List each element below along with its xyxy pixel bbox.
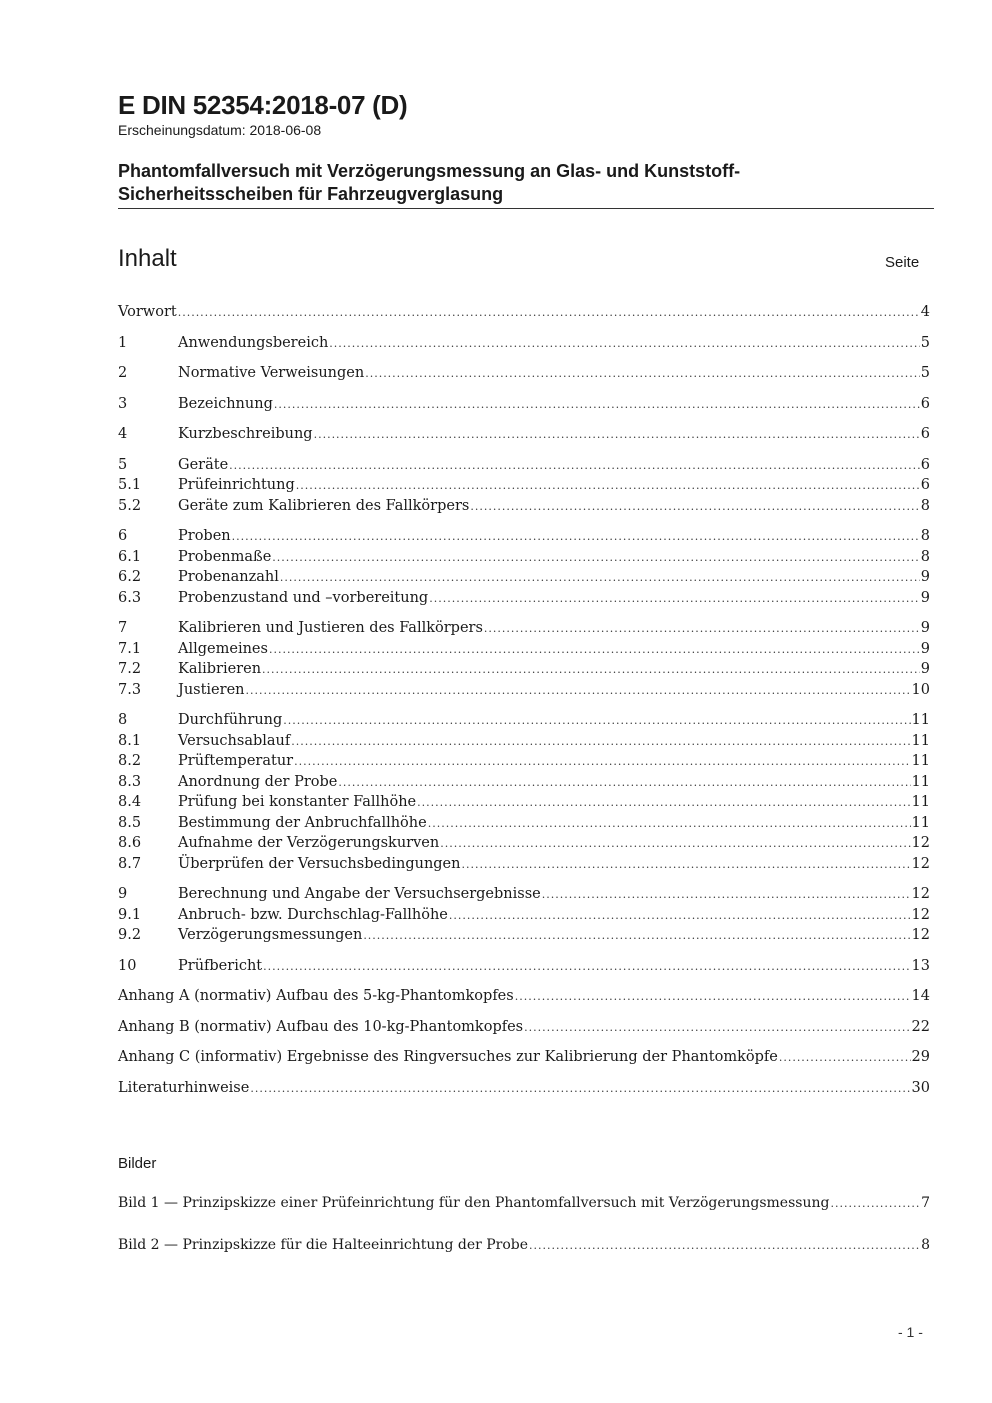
toc-entry-page: 11 [911,773,930,790]
toc-entry[interactable] [118,956,930,977]
toc-entry[interactable] [118,710,930,731]
figure-entry-title: Bild 1 — Prinzipskizze einer Prüfeinrichtung für den Phantomfallversuch mit Verzögerungsmessung [118,1195,830,1211]
toc-dot-leader [470,497,919,518]
toc-entry-number: 8.3 [118,773,142,790]
publication-date: Erscheinungsdatum: 2018-06-08 [118,122,322,138]
toc-entry-number: 8.5 [118,814,142,831]
toc-entry[interactable] [118,424,930,445]
toc-dot-leader [515,987,911,1008]
toc-dot-leader [365,364,920,385]
toc-entry-title: Versuchsablauf [178,732,291,749]
toc-entry-title: Kalibrieren [178,661,262,677]
toc-dot-leader [461,855,910,876]
toc-entry[interactable] [118,986,930,1007]
figures-heading: Bilder [118,1155,157,1172]
toc-dot-leader [269,640,920,661]
toc-dot-leader [178,303,920,324]
toc-entry-number: 8.1 [118,732,142,749]
figure-dot-leader [830,1194,920,1214]
toc-entry-title: Bestimmung der Anbruchfallhöhe [178,814,427,831]
toc-entry-page: 12 [911,886,930,902]
toc-entry[interactable] [118,496,930,517]
toc-entry[interactable] [118,854,930,875]
toc-entry-page: 13 [911,957,930,974]
toc-entry-title: Prüfbericht [178,957,263,974]
toc-entry-page: 6 [920,395,930,412]
toc-entry[interactable] [118,659,930,680]
toc-dot-leader [338,773,910,794]
toc-entry-title: Allgemeines [178,640,268,657]
toc-entry-page: 6 [920,426,930,442]
toc-entry-number: 6.2 [118,569,142,585]
toc-entry[interactable] [118,394,930,415]
toc-entry[interactable] [118,680,930,701]
toc-entry-title: Überprüfen der Versuchsbedingungen [178,855,461,872]
toc-entry-title: Anhang C (informativ) Ergebnisse des Ringversuches zur Kalibrierung der Phantomköpfe [118,1049,778,1065]
toc-entry-page: 9 [920,620,930,636]
toc-entry-number: 10 [118,957,137,974]
toc-entry-page: 30 [911,1079,930,1096]
toc-entry-title: Anbruch- bzw. Durchschlag-Fallhöhe [178,906,448,923]
toc-dot-leader [291,732,910,753]
toc-entry-number: 7 [118,620,128,636]
toc-entry-title: Berechnung und Angabe der Versuchsergebnisse [178,886,541,902]
toc-entry-number: 5.1 [118,477,142,493]
toc-entry-number: 9.1 [118,906,142,923]
toc-entry-page: 6 [920,456,930,473]
toc-dot-leader [274,395,920,416]
toc-dot-leader [272,548,919,569]
toc-entry[interactable] [118,475,930,496]
toc-entry-number: 9 [118,886,128,902]
toc-dot-leader [294,752,910,773]
toc-entry-title: Anwendungsbereich [178,334,329,351]
toc-entry[interactable] [118,333,930,354]
toc-entry[interactable] [118,792,930,813]
toc-entry[interactable] [118,588,930,609]
figure-entry[interactable] [118,1193,930,1213]
toc-entry-number: 7.2 [118,661,142,677]
toc-entry-page: 8 [920,528,930,544]
toc-entry-page: 12 [911,906,930,923]
toc-entry-page: 4 [920,304,930,320]
toc-entry-title: Normative Verweisungen [178,365,365,381]
toc-entry-page: 11 [911,712,930,728]
toc-entry-number: 8.4 [118,794,142,810]
toc-entry[interactable] [118,884,930,905]
toc-entry[interactable] [118,1017,930,1038]
toc-page-column-label: Seite [885,254,920,271]
toc-entry-title: Probenmaße [178,548,272,565]
toc-entry-title: Aufnahme der Verzögerungskurven [178,835,440,851]
toc-dot-leader [280,568,920,589]
toc-entry[interactable] [118,618,930,639]
list-of-figures [118,1193,930,1277]
toc-dot-leader [296,476,920,497]
toc-entry-page: 9 [920,640,930,657]
page-number: - 1 - [898,1324,923,1340]
toc-entry-number: 4 [118,426,128,442]
toc-dot-leader [484,619,920,640]
toc-dot-leader [250,1079,910,1100]
figure-entry-page: 8 [921,1237,930,1253]
toc-entry[interactable] [118,639,930,660]
toc-dot-leader [779,1048,911,1069]
toc-entry-number: 6.1 [118,548,142,565]
document-number: E DIN 52354:2018-07 (D) [118,90,408,120]
toc-entry-title: Prüfeinrichtung [178,477,295,493]
table-of-contents [118,302,930,1098]
toc-entry[interactable] [118,772,930,793]
toc-entry-page: 11 [911,732,930,749]
toc-entry-page: 9 [920,569,930,585]
toc-dot-leader [449,906,911,927]
toc-dot-leader [283,711,910,732]
toc-dot-leader [232,527,920,548]
toc-dot-leader [262,660,920,681]
figure-entry-page: 7 [921,1195,930,1211]
toc-entry[interactable] [118,526,930,547]
toc-dot-leader [229,456,920,477]
toc-dot-leader [417,793,910,814]
toc-entry-title: Proben [178,528,231,544]
toc-entry[interactable] [118,905,930,926]
toc-entry-page: 12 [911,835,930,851]
toc-entry-page: 11 [911,753,930,769]
toc-entry-number: 7.1 [118,640,142,657]
toc-entry-title: Geräte zum Kalibrieren des Fallkörpers [178,497,470,514]
toc-entry-page: 10 [911,681,930,698]
toc-entry[interactable] [118,813,930,834]
toc-entry-number: 8 [118,712,128,728]
toc-entry-page: 8 [920,497,930,514]
toc-dot-leader [440,834,910,855]
toc-dot-leader [524,1018,910,1039]
title-line-2: Sicherheitsscheiben für Fahrzeugverglasung [118,184,504,204]
toc-entry-page: 5 [920,334,930,351]
toc-entry-title: Geräte [178,456,229,473]
toc-entry-number: 2 [118,365,128,381]
toc-entry[interactable] [118,455,930,476]
toc-entry-title: Justieren [178,681,245,698]
toc-entry-page: 5 [920,365,930,381]
toc-entry-page: 29 [911,1049,930,1065]
toc-entry-title: Literaturhinweise [118,1079,250,1096]
toc-entry-page: 8 [920,548,930,565]
toc-entry-title: Durchführung [178,712,283,728]
toc-entry-page: 14 [911,988,930,1004]
toc-entry-number: 1 [118,334,128,351]
title-line-1: Phantomfallversuch mit Verzögerungsmessung an Glas- und Kunststoff- [118,161,741,181]
toc-entry-page: 9 [920,589,930,606]
toc-entry-number: 6 [118,528,128,544]
toc-dot-leader [363,926,910,947]
toc-entry-page: 12 [911,927,930,943]
toc-entry-page: 11 [911,794,930,810]
toc-entry[interactable] [118,833,930,854]
toc-entry-title: Anhang A (normativ) Aufbau des 5-kg-Phantomkopfes [118,988,514,1004]
toc-entry-title: Probenzustand und –vorbereitung [178,589,429,606]
toc-dot-leader [542,885,911,906]
toc-entry-title: Anhang B (normativ) Aufbau des 10-kg-Phantomkopfes [118,1018,524,1035]
toc-entry-number: 8.6 [118,835,142,851]
toc-entry[interactable] [118,731,930,752]
figure-entry-title: Bild 2 — Prinzipskizze für die Halteeinrichtung der Probe [118,1237,529,1253]
figure-dot-leader [529,1236,920,1256]
toc-entry-number: 9.2 [118,927,142,943]
toc-entry-title: Probenanzahl [178,569,279,585]
toc-entry[interactable] [118,751,930,772]
toc-dot-leader [329,334,919,355]
toc-entry-number: 6.3 [118,589,142,606]
toc-dot-leader [429,589,920,610]
toc-entry-page: 22 [911,1018,930,1035]
toc-entry-number: 5.2 [118,497,142,514]
toc-entry[interactable] [118,1078,930,1099]
toc-entry-title: Prüfung bei konstanter Fallhöhe [178,794,417,810]
toc-entry-number: 7.3 [118,681,142,698]
toc-dot-leader [314,425,920,446]
toc-entry[interactable] [118,547,930,568]
toc-entry-title: Bezeichnung [178,395,273,412]
toc-heading: Inhalt [118,245,177,272]
figure-entry[interactable] [118,1235,930,1255]
toc-entry-page: 9 [920,661,930,677]
toc-entry-number: 8.2 [118,753,142,769]
toc-dot-leader [246,681,911,702]
toc-entry-number: 8.7 [118,855,142,872]
toc-entry-page: 12 [911,855,930,872]
toc-entry-title: Prüftemperatur [178,753,294,769]
toc-dot-leader [263,957,910,978]
toc-entry[interactable] [118,1047,930,1068]
toc-entry[interactable] [118,363,930,384]
toc-dot-leader [428,814,911,835]
toc-entry-number: 3 [118,395,128,412]
toc-entry-page: 11 [911,814,930,831]
toc-entry-title: Verzögerungsmessungen [178,927,363,943]
toc-entry-title: Vorwort [118,304,177,320]
toc-entry-title: Kalibrieren und Justieren des Fallkörpers [178,620,483,636]
toc-entry[interactable] [118,302,930,323]
toc-entry[interactable] [118,567,930,588]
toc-entry[interactable] [118,925,930,946]
toc-entry-page: 6 [920,477,930,493]
document-title [118,160,934,209]
toc-entry-number: 5 [118,456,128,473]
toc-entry-title: Kurzbeschreibung [178,426,313,442]
toc-entry-title: Anordnung der Probe [178,773,338,790]
